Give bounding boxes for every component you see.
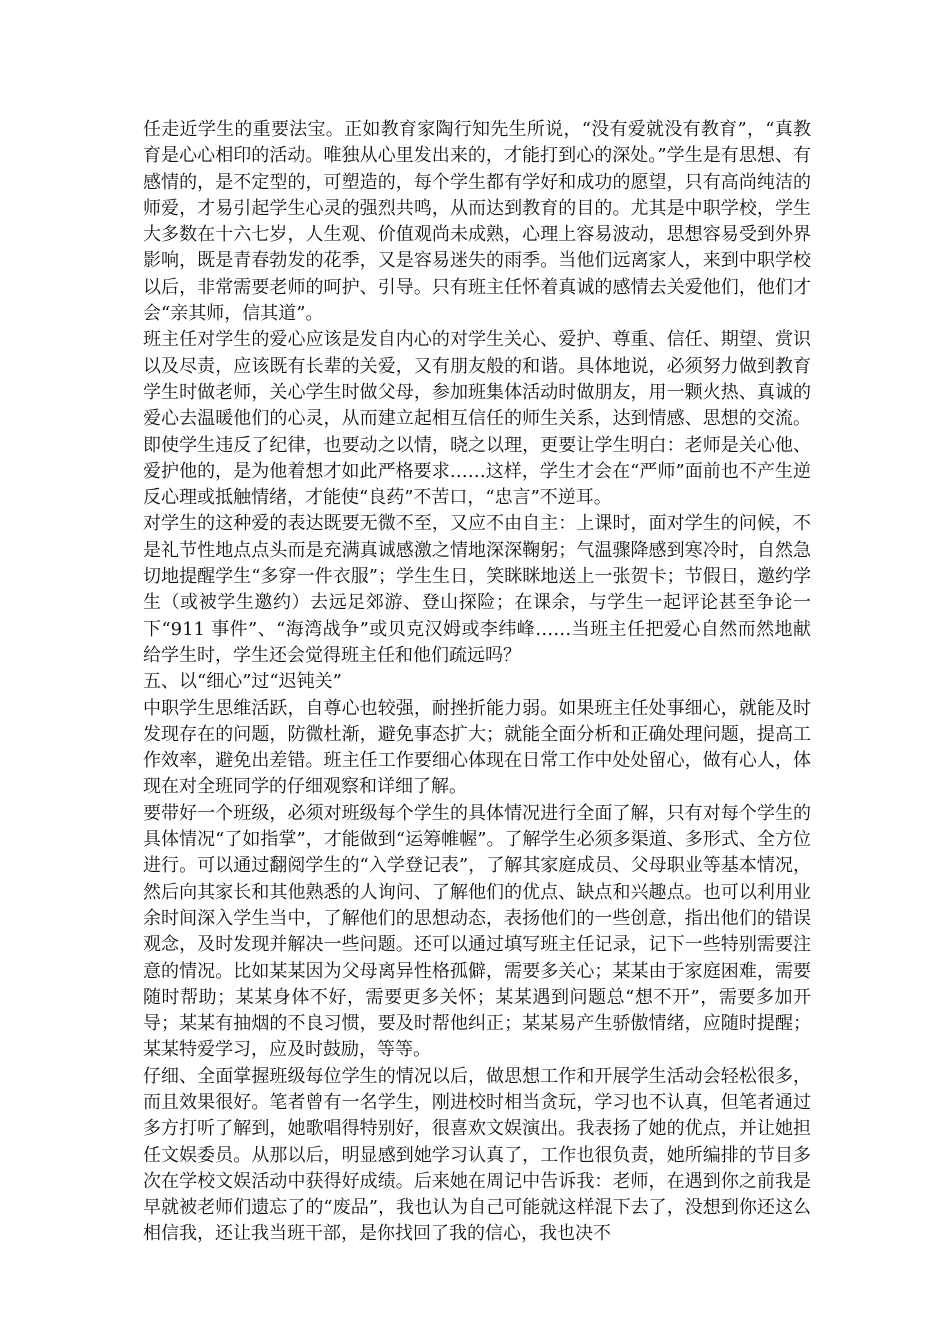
paragraph-careful-work: 中职学生思维活跃，自尊心也较强，耐挫折能力弱。如果班主任处事细心，就能及时发现存在的问题，防微杜渐，避免事态扩大；就能全面分析和正确处理问题，提高工作效率，避免出差错。班主任工作要细心体现在日常工作中处处留心，做有心人，体现在对全班同学的仔细观察和详细了解。	[143, 697, 811, 798]
paragraph-teacher-love: 班主任对学生的爱心应该是发自内心的对学生关心、爱护、尊重、信任、期望、赏识以及尽责，应该既有长辈的关爱，又有朋友般的和谐。具体地说，必须努力做到教育学生时做老师，关心学生时做父母，参加班集体活动时做朋友，用一颗火热、真诚的爱心去温暖他们的心灵，从而建立起相互信任的师生关系，达到情感、思想的交流。即使学生违反了纪律，也要动之以情，晓之以理，更要让学生明白：老师是关心他、爱护他的，是为他着想才如此严格要求……这样，学生才会在“严师”面前也不产生逆反心理或抵触情绪，才能使“良药”不苦口，“忠言”不逆耳。	[143, 329, 811, 509]
section-heading: 五、以“细心”过“迟钝关”	[143, 671, 342, 693]
document-body	[143, 117, 811, 1248]
paragraph-love-expression: 对学生的这种爱的表达既要无微不至，又应不由自主：上课时，面对学生的问候，不是礼节性地点点头而是充满真诚感激之情地深深鞠躬；气温骤降感到寒冷时，自然急切地提醒学生“多穿一件衣服”；学生生日，笑眯眯地送上一张贺卡；节假日，邀约学生（或被学生邀约）去远足郊游、登山探险；在课余，与学生一起评论甚至争论一下“911 事件”、“海湾战争”或贝克汉姆或李纬峰……当班主任把爱心自然而然地献给学生时，学生还会觉得班主任和他们疏远吗？	[143, 513, 811, 666]
paragraph-student-story: 仔细、全面掌握班级每位学生的情况以后，做思想工作和开展学生活动会轻松很多，而且效果很好。笔者曾有一名学生，刚进校时相当贪玩，学习也不认真，但笔者通过多方打听了解到，她歌唱得特别好，很喜欢文娱演出。我表扬了她的优点，并让她担任文娱委员。从那以后，明显感到她学习认真了，工作也很负责，她所编排的节目多次在学校文娱活动中获得好成绩。后来她在周记中告诉我：老师，在遇到你之前我是早就被老师们遗忘了的“废品”，我也认为自己可能就这样混下去了，没想到你还这么相信我，还让我当班干部，是你找回了我的信心，我也决不	[143, 1065, 811, 1245]
paragraph-know-students: 要带好一个班级，必须对班级每个学生的具体情况进行全面了解，只有对每个学生的具体情况“了如指掌”，才能做到“运筹帷幄”。了解学生必须多渠道、多形式、全方位进行。可以通过翻阅学生的“入学登记表”，了解其家庭成员、父母职业等基本情况，然后向其家长和其他熟悉的人询问、了解他们的优点、缺点和兴趣点。也可以利用业余时间深入学生当中，了解他们的思想动态，表扬他们的一些创意，指出他们的错误观念，及时发现并解决一些问题。还可以通过填写班主任记录，记下一些特别需要注意的情况。比如某某因为父母离异性格孤僻，需要多关心；某某由于家庭困难，需要随时帮助；某某身体不好，需要更多关怀；某某遇到问题总“想不开”，需要多加开导；某某有抽烟的不良习惯，要及时帮他纠正；某某易产生骄傲情绪，应随时提醒；某某特爱学习，应及时鼓励，等等。	[143, 802, 811, 1061]
paragraph-love-education: 任走近学生的重要法宝。正如教育家陶行知先生所说，“没有爱就没有教育”，“真教育是心心相印的活动。唯独从心里发出来的，才能打到心的深处。”学生是有思想、有感情的，是不定型的，可塑造的，每个学生都有学好和成功的愿望，只有高尚纯洁的师爱，才易引起学生心灵的强烈共鸣，从而达到教育的目的。尤其是中职学校，学生大多数在十六七岁，人生观、价值观尚未成熟，心理上容易波动，思想容易受到外界影响，既是青春勃发的花季，又是容易迷失的雨季。当他们远离家人，来到中职学校以后，非常需要老师的呵护、引导。只有班主任怀着真诚的感情去关爱他们，他们才会“亲其师，信其道”。	[143, 119, 811, 325]
